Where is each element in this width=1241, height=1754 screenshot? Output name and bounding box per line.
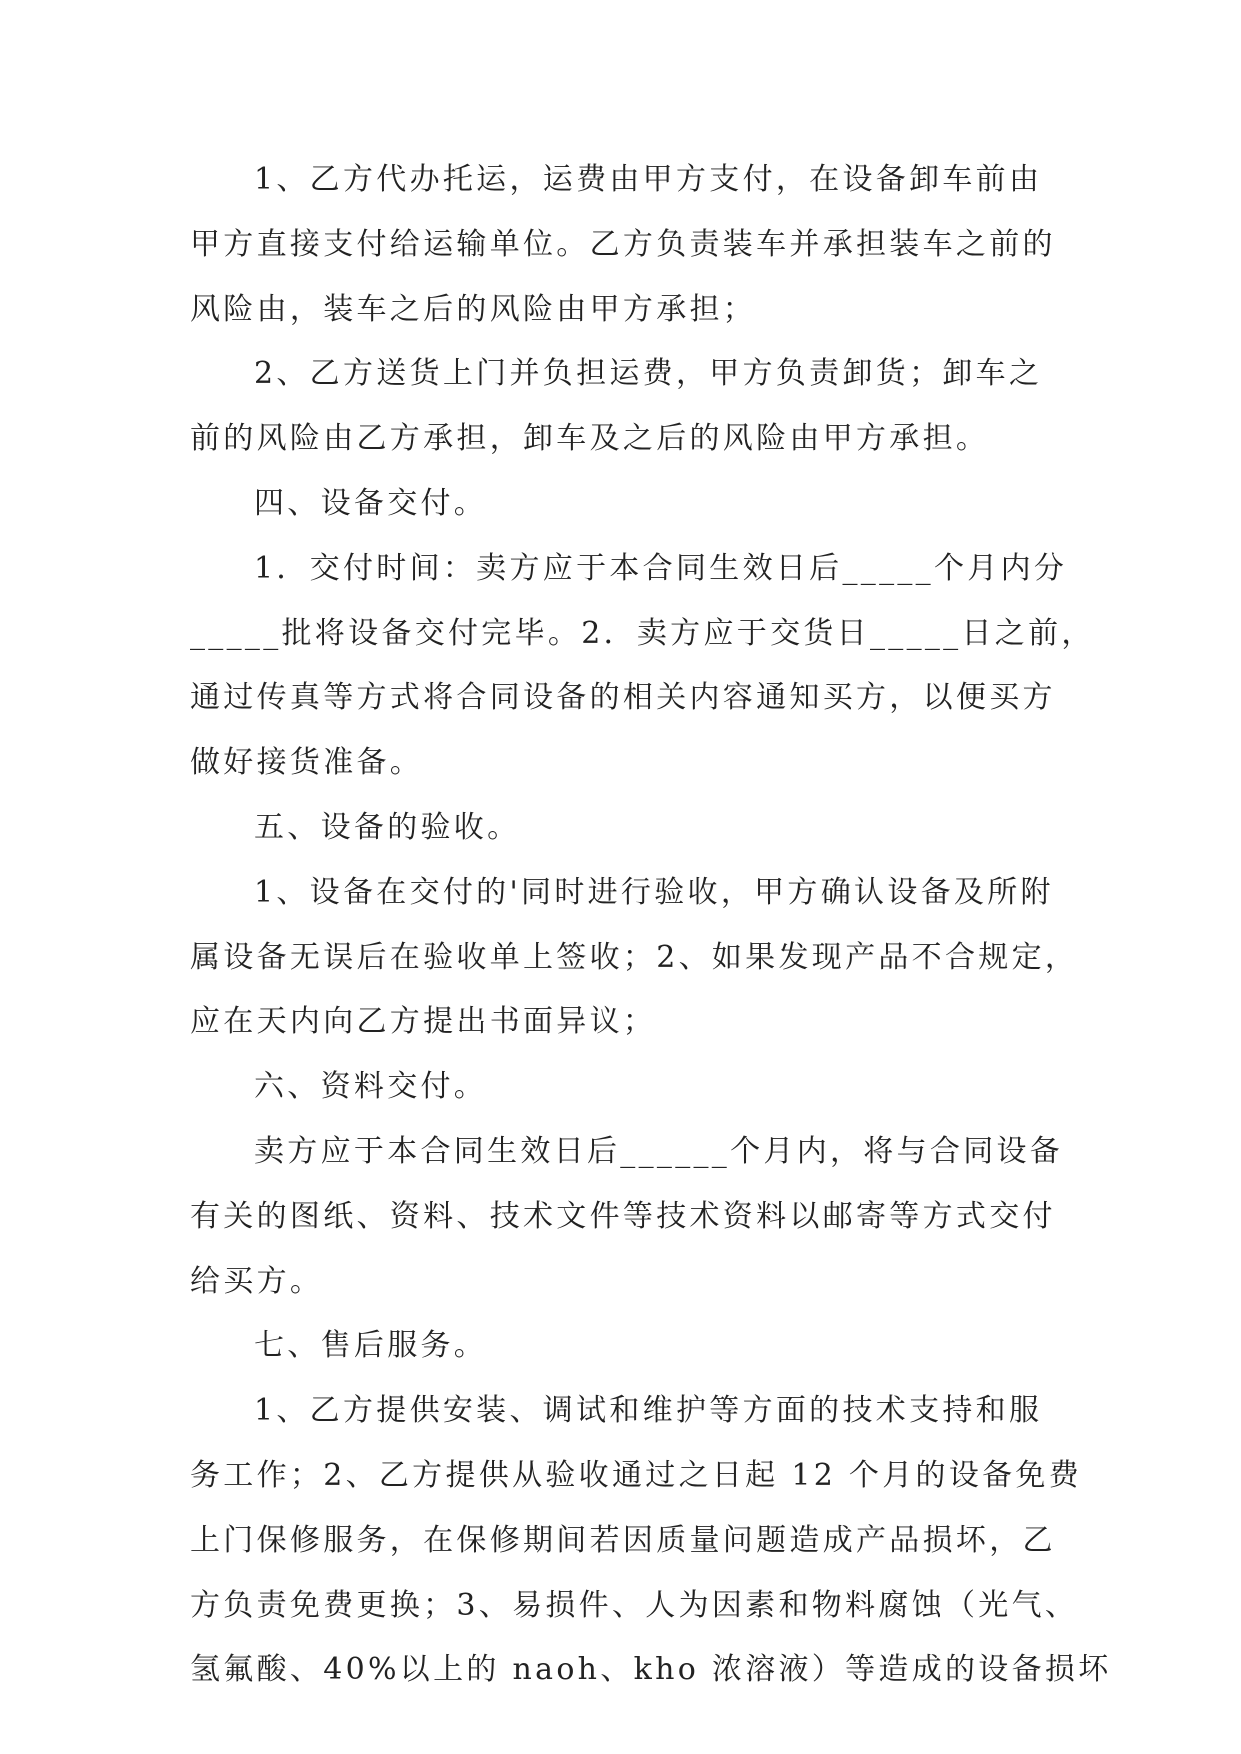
document-line: 给买方。 — [190, 1263, 324, 1299]
document-line: 1．交付时间：卖方应于本合同生效日后_____个月内分 — [254, 550, 1068, 586]
document-line: 2、乙方送货上门并负担运费，甲方负责卸货；卸车之 — [254, 356, 1043, 392]
document-line: 风险由，装车之后的风险由甲方承担； — [190, 291, 757, 327]
document-line: 卖方应于本合同生效日后______个月内，将与合同设备 — [254, 1133, 1064, 1169]
document-line: 做好接货准备。 — [190, 745, 424, 781]
document-line: 务工作；2、乙方提供从验收通过之日起 12 个月的设备免费 — [190, 1457, 1083, 1493]
document-line: 七、售后服务。 — [254, 1328, 488, 1364]
document-line: 1、设备在交付的'同时进行验收，甲方确认设备及所附 — [254, 874, 1054, 910]
document-line: 前的风险由乙方承担，卸车及之后的风险由甲方承担。 — [190, 421, 990, 457]
document-line: 属设备无误后在验收单上签收；2、如果发现产品不合规定， — [190, 939, 1079, 975]
document-line: _____批将设备交付完毕。2．卖方应于交货日_____日之前， — [190, 615, 1095, 651]
document-line: 上门保修服务，在保修期间若因质量问题造成产品损坏，乙 — [190, 1522, 1056, 1558]
document-line: 1、乙方提供安装、调试和维护等方面的技术支持和服 — [254, 1393, 1043, 1429]
document-line: 方负责免费更换；3、易损件、人为因素和物料腐蚀（光气、 — [190, 1587, 1079, 1623]
document-line: 1、乙方代办托运，运费由甲方支付，在设备卸车前由 — [254, 162, 1043, 197]
document-line: 四、设备交付。 — [254, 485, 488, 521]
document-body — [190, 160, 1112, 1715]
document-line: 有关的图纸、资料、技术文件等技术资料以邮寄等方式交付 — [190, 1198, 1056, 1234]
document-line: 通过传真等方式将合同设备的相关内容通知买方，以便买方 — [190, 680, 1056, 716]
document-line: 氢氟酸、40%以上的 naoh、kho 浓溶液）等造成的设备损坏 — [190, 1652, 1112, 1688]
document-line: 应在天内向乙方提出书面异议； — [190, 1004, 657, 1040]
document-line: 五、设备的验收。 — [254, 809, 521, 845]
document-line: 甲方直接支付给运输单位。乙方负责装车并承担装车之前的 — [190, 226, 1056, 262]
document-line: 六、资料交付。 — [254, 1069, 488, 1105]
